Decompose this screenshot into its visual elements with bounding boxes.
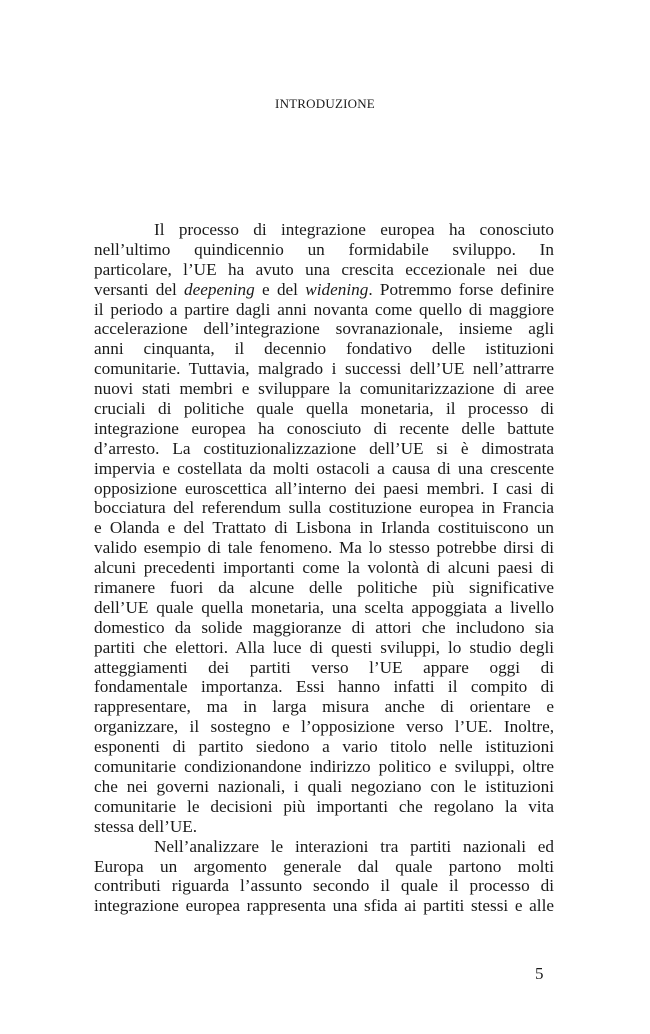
text-line: fondamentale importanza. Essi hanno infatti il compito di <box>94 677 554 697</box>
text-line: opposizione euroscettica all’interno dei paesi membri. I casi di <box>94 478 554 498</box>
page-number: 5 <box>535 964 544 983</box>
text-line: il periodo a partire dagli anni novanta come quello di maggiore <box>94 299 554 319</box>
text-line: organizzare, il sostegno e l’opposizione verso l’UE. Inoltre, <box>94 717 554 737</box>
text-line: comunitarie condizionandone indirizzo politico e sviluppi, oltre <box>94 757 554 777</box>
chapter-heading: INTRODUZIONE <box>275 96 375 111</box>
text-line: Europa un argomento generale dal quale partono molti <box>94 856 554 876</box>
text-line: contributi riguarda l’assunto secondo il quale il processo di <box>94 876 554 896</box>
text-line: atteggiamenti dei partiti verso l’UE appare oggi di <box>94 657 554 677</box>
text-line: integrazione europea rappresenta una sfida ai partiti stessi e alle <box>94 896 554 916</box>
text-line: domestico da solide maggioranze di attori che includono sia <box>94 617 554 637</box>
text-line: dell’UE quale quella monetaria, una scelta appoggiata a livello <box>94 597 554 617</box>
text-line: integrazione europea ha conosciuto di recente delle battute <box>94 418 554 438</box>
text-line: alcuni precedenti importanti come la volontà di alcuni paesi di <box>94 558 554 578</box>
text-line: accelerazione dell’integrazione sovranazionale, insieme agli <box>94 319 554 339</box>
text-line: Il processo di integrazione europea ha conosciuto <box>154 220 554 239</box>
emphasis-widening: widening <box>305 279 369 299</box>
text-line: rappresentare, ma in larga misura anche di orientare e <box>94 697 554 717</box>
body-text <box>94 220 554 916</box>
text-line: che nei governi nazionali, i quali negoziano con le istituzioni <box>94 776 554 796</box>
text-line: impervia e costellata da molti ostacoli a causa di una crescente <box>94 458 554 478</box>
text-line: particolare, l’UE ha avuto una crescita eccezionale nei due <box>94 259 554 279</box>
text-line: comunitarie le decisioni più importanti che regolano la vita <box>94 796 554 816</box>
text-line: e Olanda e del Trattato di Lisbona in Irlanda costituiscono un <box>94 518 554 538</box>
text-line: comunitarie. Tuttavia, malgrado i successi dell’UE nell’attrarre <box>94 359 554 379</box>
text-line: d’arresto. La costituzionalizzazione dell’UE si è dimostrata <box>94 438 554 458</box>
emphasis-deepening: deepening <box>184 279 255 299</box>
text-line: esponenti di partito siedono a vario titolo nelle istituzioni <box>94 737 554 757</box>
text-line: nell’ultimo quindicennio un formidabile sviluppo. In <box>94 239 554 259</box>
text-line: Nell’analizzare le interazioni tra partiti nazionali ed <box>154 836 554 856</box>
text-line: stessa dell’UE. <box>94 816 198 836</box>
text-line: bocciatura del referendum sulla costituzione europea in Francia <box>94 498 554 518</box>
text-line: partiti che elettori. Alla luce di questi sviluppi, lo studio degli <box>94 637 554 657</box>
text-line: nuovi stati membri e sviluppare la comunitarizzazione di aree <box>94 379 554 399</box>
text-line: valido esempio di tale fenomeno. Ma lo stesso potrebbe dirsi di <box>94 538 554 558</box>
text-line: anni cinquanta, il decennio fondativo delle istituzioni <box>94 339 554 359</box>
text-line: cruciali di politiche quale quella monetaria, il processo di <box>94 399 554 419</box>
text-line: versanti del deepening e del widening. Potremmo forse definire <box>94 279 554 299</box>
text-line: rimanere fuori da alcune delle politiche più significative <box>94 578 554 598</box>
